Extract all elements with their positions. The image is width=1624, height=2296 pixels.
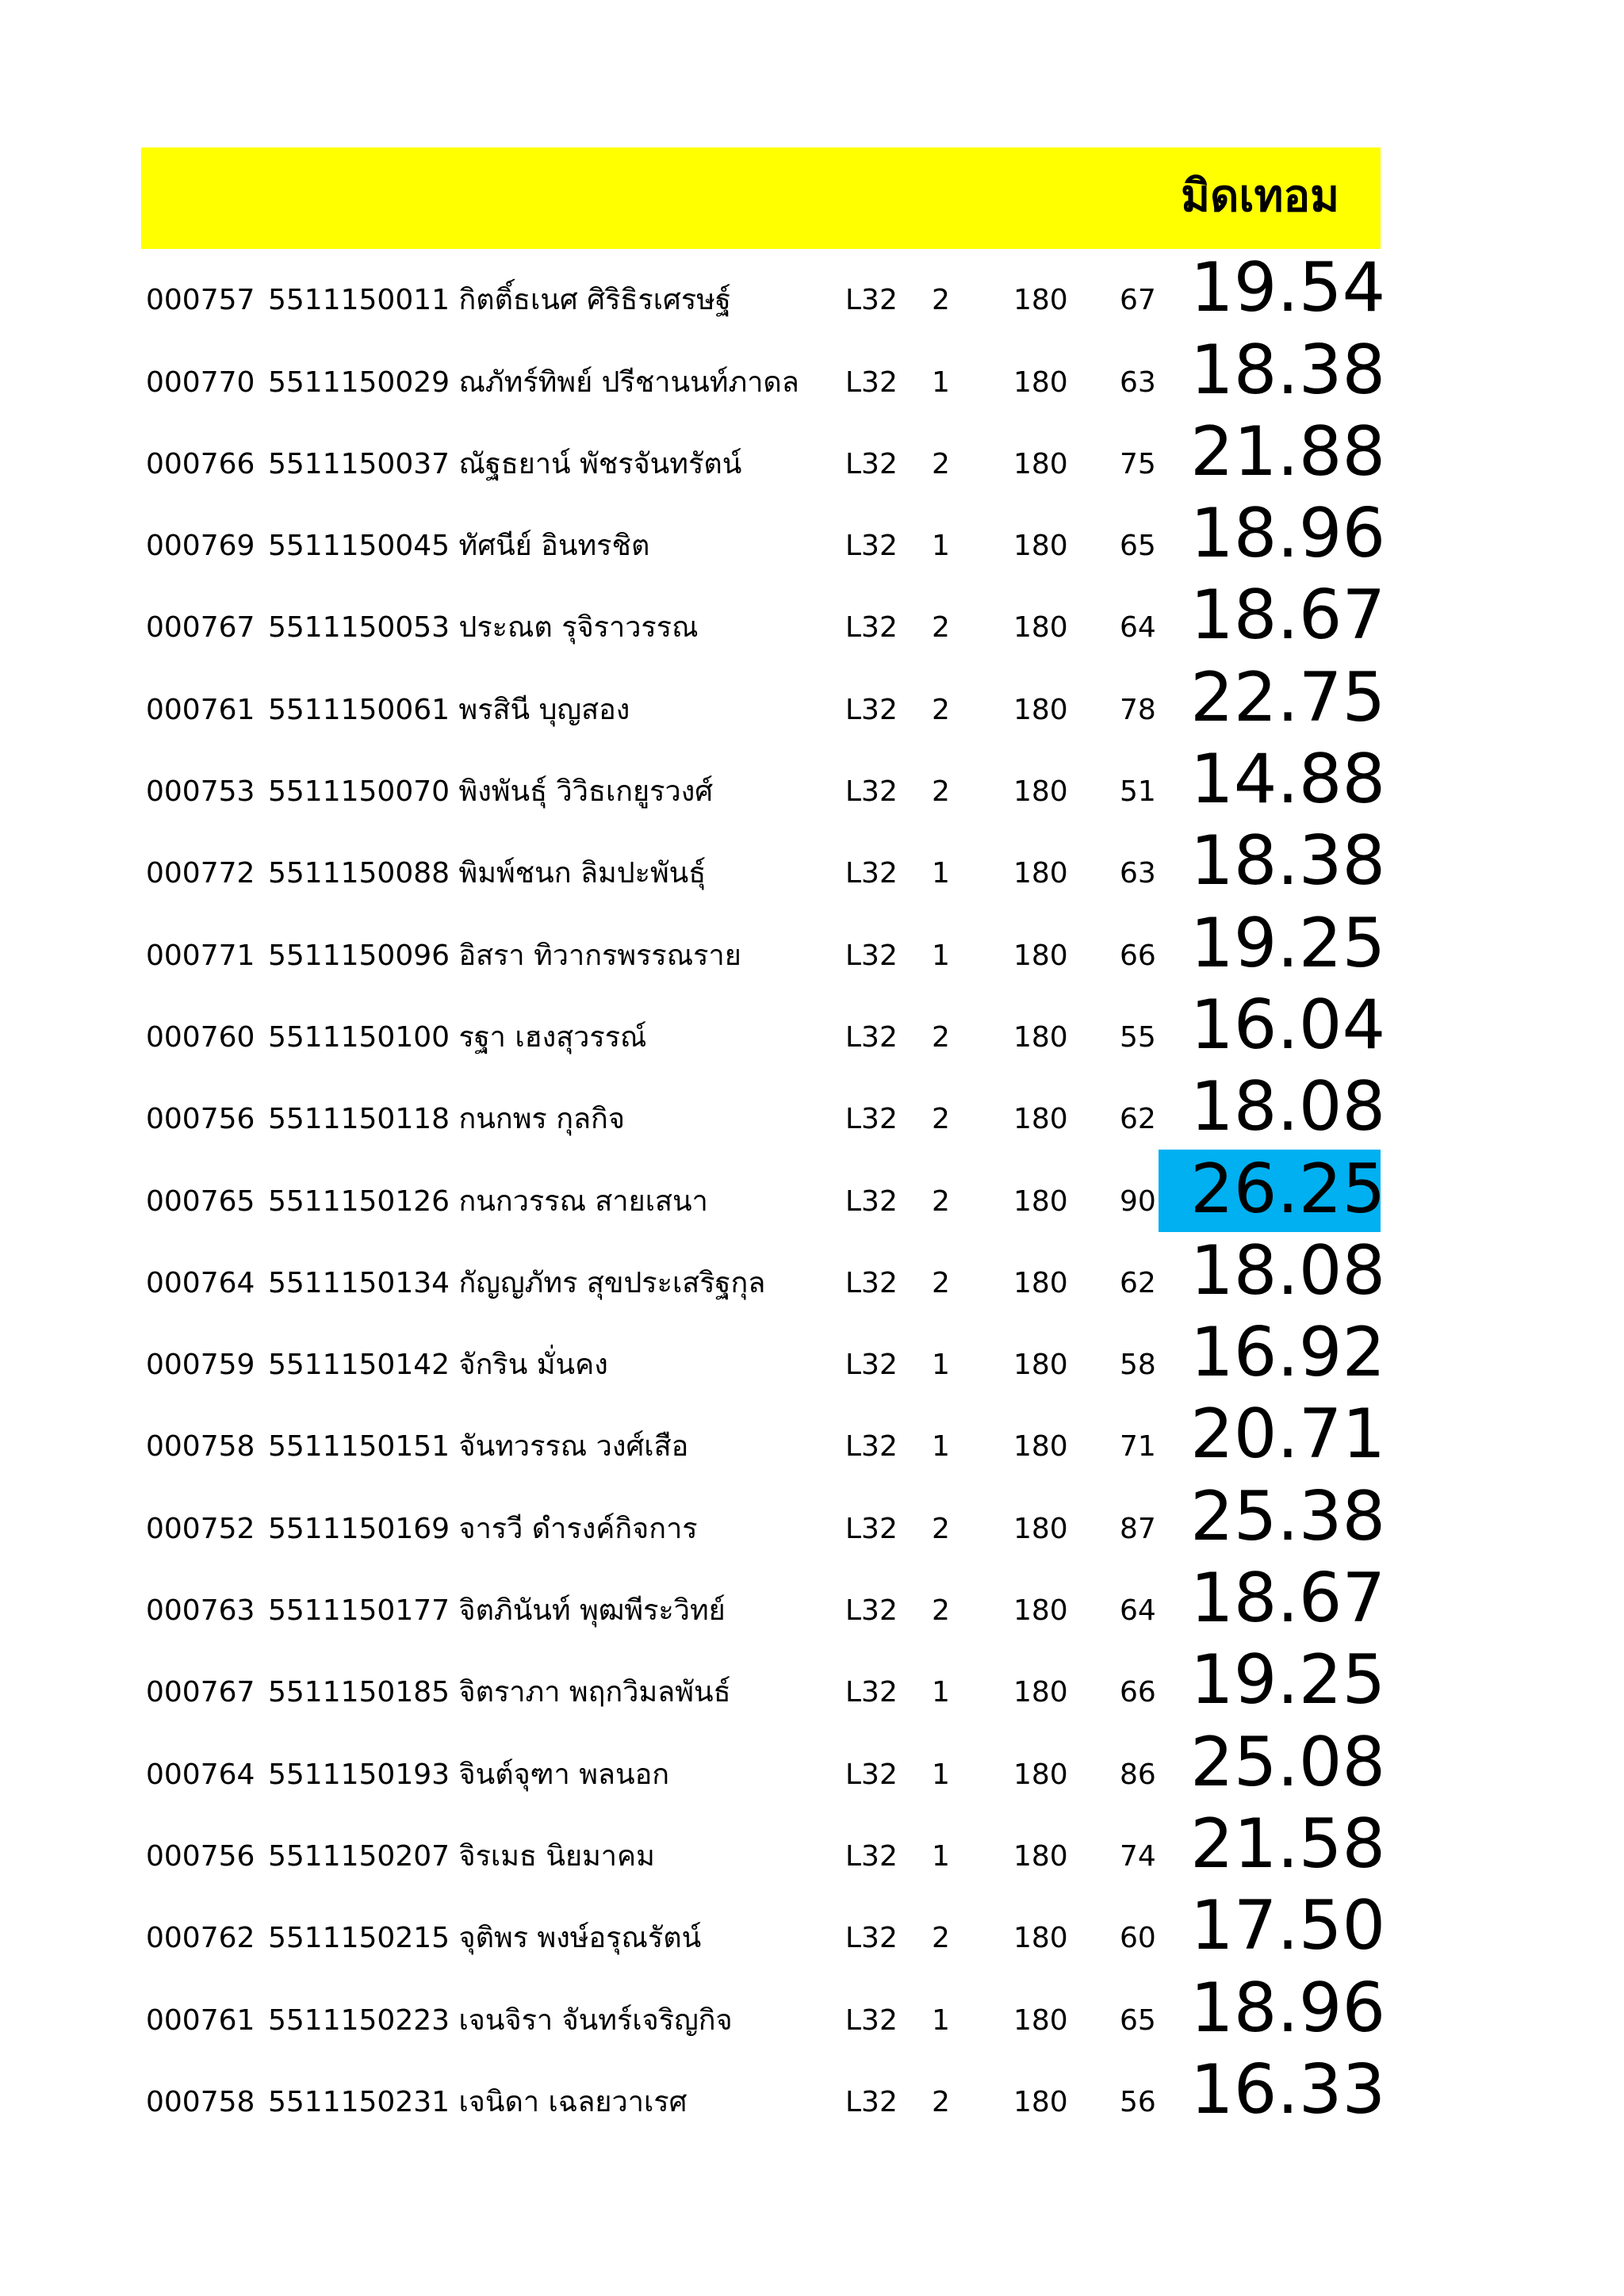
row-group: 2 — [932, 1594, 950, 1628]
row-full-score: 180 — [1013, 284, 1068, 317]
row-percent — [1159, 903, 1386, 985]
row-seq: 000756 — [146, 1839, 255, 1873]
row-full-score: 180 — [1013, 1020, 1068, 1054]
row-raw-score: 56 — [1120, 2085, 1156, 2118]
row-section: L32 — [845, 530, 898, 563]
row-group: 2 — [932, 1512, 950, 1545]
row-group: 1 — [932, 1839, 950, 1873]
row-percent-value: 19.25 — [1190, 903, 1386, 983]
row-section: L32 — [845, 447, 898, 480]
table-row — [141, 248, 1386, 331]
row-percent-value: 21.58 — [1190, 1804, 1386, 1884]
row-percent — [1159, 411, 1386, 495]
row-student: 5511150169 จารวี ดำรงค์กิจการ — [268, 1512, 698, 1545]
row-group: 1 — [932, 2003, 950, 2037]
row-seq: 000762 — [146, 1922, 255, 1955]
row-raw-score: 60 — [1120, 1922, 1156, 1955]
row-percent — [1159, 1476, 1386, 1559]
row-group: 1 — [932, 1758, 950, 1791]
row-raw-score: 90 — [1120, 1184, 1156, 1218]
row-section: L32 — [845, 1430, 898, 1464]
row-group: 1 — [932, 1349, 950, 1382]
row-raw-score: 71 — [1120, 1430, 1156, 1464]
row-group: 1 — [932, 857, 950, 890]
row-full-score: 180 — [1013, 1512, 1068, 1545]
row-raw-score: 62 — [1120, 1103, 1156, 1136]
table-row — [141, 2049, 1386, 2133]
row-student: 5511150177 จิตภินันท์ พุฒพีระวิทย์ — [268, 1594, 726, 1628]
row-group: 2 — [932, 447, 950, 480]
row-student: 5511150096 อิสรา ทิวากรพรรณราย — [268, 939, 741, 972]
row-percent-value: 16.92 — [1190, 1313, 1386, 1393]
row-section: L32 — [845, 775, 898, 809]
row-student: 5511150215 จุติพร พงษ์อรุณรัตน์ — [268, 1922, 702, 1955]
row-student: 5511150088 พิมพ์ชนก ลิมปะพันธุ์ — [268, 857, 707, 890]
row-raw-score: 66 — [1120, 939, 1156, 972]
row-percent — [1159, 248, 1386, 331]
row-seq: 000767 — [146, 1676, 255, 1709]
row-percent-value: 25.08 — [1190, 1722, 1386, 1802]
row-full-score: 180 — [1013, 530, 1068, 563]
table-row — [141, 1149, 1386, 1231]
table-row — [141, 821, 1386, 904]
row-percent — [1159, 821, 1386, 904]
row-percent-value: 18.08 — [1190, 1230, 1386, 1311]
row-group: 2 — [932, 1922, 950, 1955]
row-percent — [1159, 576, 1386, 658]
row-percent — [1159, 1804, 1386, 1887]
row-percent-value: 18.96 — [1190, 494, 1386, 574]
row-section: L32 — [845, 2003, 898, 2037]
table-row — [141, 1886, 1386, 1969]
table-row — [141, 494, 1386, 576]
row-raw-score: 63 — [1120, 857, 1156, 890]
row-full-score: 180 — [1013, 1349, 1068, 1382]
row-raw-score: 62 — [1120, 1266, 1156, 1299]
row-percent — [1159, 1640, 1386, 1723]
row-student: 5511150185 จิตราภา พฤกวิมลพันธ์ — [268, 1676, 731, 1709]
row-section: L32 — [845, 1266, 898, 1299]
table-row — [141, 330, 1386, 412]
row-seq: 000757 — [146, 284, 255, 317]
row-student: 5511150142 จักริน มั่นคง — [268, 1349, 608, 1382]
row-student: 5511150053 ประณต รุจิราวรรณ — [268, 611, 699, 645]
row-seq: 000771 — [146, 939, 255, 972]
row-percent-highlighted — [1159, 1149, 1386, 1231]
table-row — [141, 1722, 1386, 1804]
row-percent-value: 18.38 — [1190, 821, 1386, 901]
row-percent — [1159, 1067, 1386, 1150]
row-section: L32 — [845, 1103, 898, 1136]
row-full-score: 180 — [1013, 693, 1068, 726]
row-percent — [1159, 1559, 1386, 1641]
row-raw-score: 87 — [1120, 1512, 1156, 1545]
row-raw-score: 51 — [1120, 775, 1156, 809]
table-row — [141, 1559, 1386, 1641]
row-student: 5511150037 ณัฐธยาน์ พัชรจันทรัตน์ — [268, 447, 742, 480]
score-table — [141, 248, 1386, 2133]
row-seq: 000761 — [146, 2003, 255, 2037]
row-raw-score: 66 — [1120, 1676, 1156, 1709]
row-section: L32 — [845, 1512, 898, 1545]
header-bar — [141, 147, 1381, 249]
row-student: 5511150029 ณภัทร์ทิพย์ ปรีชานนท์ภาดล — [268, 365, 799, 399]
row-percent-value: 21.88 — [1190, 411, 1386, 492]
row-group: 1 — [932, 1676, 950, 1709]
row-percent — [1159, 494, 1386, 576]
table-row — [141, 1230, 1386, 1314]
table-row — [141, 1395, 1386, 1477]
row-group: 2 — [932, 1266, 950, 1299]
row-percent-value: 17.50 — [1190, 1886, 1386, 1966]
row-full-score: 180 — [1013, 365, 1068, 399]
row-student: 5511150207 จิรเมธ นิยมาคม — [268, 1839, 655, 1873]
row-raw-score: 86 — [1120, 1758, 1156, 1791]
row-group: 2 — [932, 611, 950, 645]
row-raw-score: 58 — [1120, 1349, 1156, 1382]
table-row — [141, 1067, 1386, 1150]
row-group: 1 — [932, 939, 950, 972]
row-section: L32 — [845, 693, 898, 726]
row-full-score: 180 — [1013, 2003, 1068, 2037]
row-percent — [1159, 1313, 1386, 1395]
row-percent — [1159, 1230, 1386, 1314]
row-percent-value: 14.88 — [1190, 740, 1386, 820]
row-section: L32 — [845, 2085, 898, 2118]
row-student: 5511150100 รฐา เฮงสุวรรณ์ — [268, 1020, 647, 1054]
table-row — [141, 411, 1386, 495]
row-percent-value: 18.08 — [1190, 1067, 1386, 1147]
row-full-score: 180 — [1013, 1430, 1068, 1464]
row-full-score: 180 — [1013, 611, 1068, 645]
row-section: L32 — [845, 611, 898, 645]
row-raw-score: 63 — [1120, 365, 1156, 399]
row-percent — [1159, 330, 1386, 412]
row-raw-score: 67 — [1120, 284, 1156, 317]
row-full-score: 180 — [1013, 775, 1068, 809]
row-raw-score: 65 — [1120, 530, 1156, 563]
row-raw-score: 65 — [1120, 2003, 1156, 2037]
row-section: L32 — [845, 1594, 898, 1628]
row-seq: 000769 — [146, 530, 255, 563]
row-raw-score: 64 — [1120, 611, 1156, 645]
table-row — [141, 1313, 1386, 1395]
row-seq: 000764 — [146, 1266, 255, 1299]
row-student: 5511150151 จันทวรรณ วงศ์เสือ — [268, 1430, 689, 1464]
row-percent — [1159, 657, 1386, 740]
row-raw-score: 75 — [1120, 447, 1156, 480]
row-full-score: 180 — [1013, 447, 1068, 480]
row-student: 5511150231 เจนิดา เฉลยวาเรศ — [268, 2085, 688, 2118]
row-group: 1 — [932, 365, 950, 399]
row-section: L32 — [845, 284, 898, 317]
row-seq: 000770 — [146, 365, 255, 399]
row-student: 5511150045 ทัศนีย์ อินทรชิต — [268, 530, 650, 563]
row-student: 5511150061 พรสินี บุญสอง — [268, 693, 630, 726]
row-percent-value: 16.04 — [1190, 985, 1386, 1065]
row-group: 2 — [932, 284, 950, 317]
row-seq: 000766 — [146, 447, 255, 480]
score-sheet — [141, 147, 1386, 2133]
table-row — [141, 740, 1386, 822]
header-title: มิดเทอม — [1181, 170, 1339, 222]
row-full-score: 180 — [1013, 2085, 1068, 2118]
row-student: 5511150193 จินต์จุฑา พลนอก — [268, 1758, 670, 1791]
row-group: 2 — [932, 775, 950, 809]
row-full-score: 180 — [1013, 1922, 1068, 1955]
row-percent — [1159, 740, 1386, 822]
row-full-score: 180 — [1013, 1758, 1068, 1791]
row-group: 2 — [932, 1020, 950, 1054]
row-percent — [1159, 1722, 1386, 1804]
table-row — [141, 1476, 1386, 1559]
row-percent — [1159, 1395, 1386, 1477]
row-seq: 000759 — [146, 1349, 255, 1382]
row-percent-value: 19.25 — [1190, 1640, 1386, 1720]
row-section: L32 — [845, 1922, 898, 1955]
row-section: L32 — [845, 1349, 898, 1382]
row-percent-value: 25.38 — [1190, 1476, 1386, 1556]
row-full-score: 180 — [1013, 1676, 1068, 1709]
table-row — [141, 1968, 1386, 2050]
row-seq: 000752 — [146, 1512, 255, 1545]
row-percent — [1159, 1886, 1386, 1969]
row-section: L32 — [845, 365, 898, 399]
row-student: 5511150223 เจนจิรา จันทร์เจริญกิจ — [268, 2003, 733, 2037]
row-full-score: 180 — [1013, 1594, 1068, 1628]
table-row — [141, 1640, 1386, 1723]
row-percent-value: 20.71 — [1190, 1395, 1386, 1475]
row-percent — [1159, 2049, 1386, 2133]
row-percent-value: 22.75 — [1190, 657, 1386, 737]
row-section: L32 — [845, 857, 898, 890]
row-raw-score: 74 — [1120, 1839, 1156, 1873]
row-percent — [1159, 985, 1386, 1068]
row-student: 5511150011 กิตติ์ธเนศ ศิริธิรเศรษฐ์ — [268, 284, 731, 317]
row-seq: 000756 — [146, 1103, 255, 1136]
row-full-score: 180 — [1013, 939, 1068, 972]
row-group: 2 — [932, 1103, 950, 1136]
row-percent-value: 18.67 — [1190, 576, 1386, 656]
row-student: 5511150134 กัญญภัทร สุขประเสริฐกุล — [268, 1266, 766, 1299]
row-raw-score: 78 — [1120, 693, 1156, 726]
row-seq: 000765 — [146, 1184, 255, 1218]
row-percent-value: 18.96 — [1190, 1968, 1386, 2048]
row-seq: 000772 — [146, 857, 255, 890]
row-seq: 000761 — [146, 693, 255, 726]
row-raw-score: 55 — [1120, 1020, 1156, 1054]
row-seq: 000763 — [146, 1594, 255, 1628]
table-row — [141, 576, 1386, 658]
row-group: 2 — [932, 1184, 950, 1218]
row-percent-value: 19.54 — [1190, 248, 1386, 328]
row-seq: 000760 — [146, 1020, 255, 1054]
row-group: 2 — [932, 693, 950, 726]
row-section: L32 — [845, 1839, 898, 1873]
row-full-score: 180 — [1013, 1266, 1068, 1299]
table-row — [141, 1804, 1386, 1887]
row-section: L32 — [845, 1020, 898, 1054]
row-section: L32 — [845, 939, 898, 972]
row-full-score: 180 — [1013, 1184, 1068, 1218]
row-group: 1 — [932, 1430, 950, 1464]
row-full-score: 180 — [1013, 857, 1068, 890]
row-percent-value: 18.38 — [1190, 330, 1386, 410]
row-group: 1 — [932, 530, 950, 563]
row-section: L32 — [845, 1758, 898, 1791]
row-full-score: 180 — [1013, 1103, 1068, 1136]
row-seq: 000758 — [146, 2085, 255, 2118]
row-raw-score: 64 — [1120, 1594, 1156, 1628]
table-row — [141, 657, 1386, 740]
table-row — [141, 985, 1386, 1068]
row-percent-value: 26.25 — [1190, 1149, 1386, 1229]
row-percent-value: 16.33 — [1190, 2049, 1386, 2130]
row-percent — [1159, 1968, 1386, 2050]
row-seq: 000753 — [146, 775, 255, 809]
row-student: 5511150126 กนกวรรณ สายเสนา — [268, 1184, 708, 1218]
row-section: L32 — [845, 1184, 898, 1218]
row-full-score: 180 — [1013, 1839, 1068, 1873]
row-student: 5511150118 กนกพร กุลกิจ — [268, 1103, 625, 1136]
row-seq: 000758 — [146, 1430, 255, 1464]
row-seq: 000767 — [146, 611, 255, 645]
row-percent-value: 18.67 — [1190, 1559, 1386, 1639]
row-student: 5511150070 พิงพันธุ์ วิวิธเกยูรวงศ์ — [268, 775, 714, 809]
row-seq: 000764 — [146, 1758, 255, 1791]
table-row — [141, 903, 1386, 985]
row-group: 2 — [932, 2085, 950, 2118]
row-section: L32 — [845, 1676, 898, 1709]
